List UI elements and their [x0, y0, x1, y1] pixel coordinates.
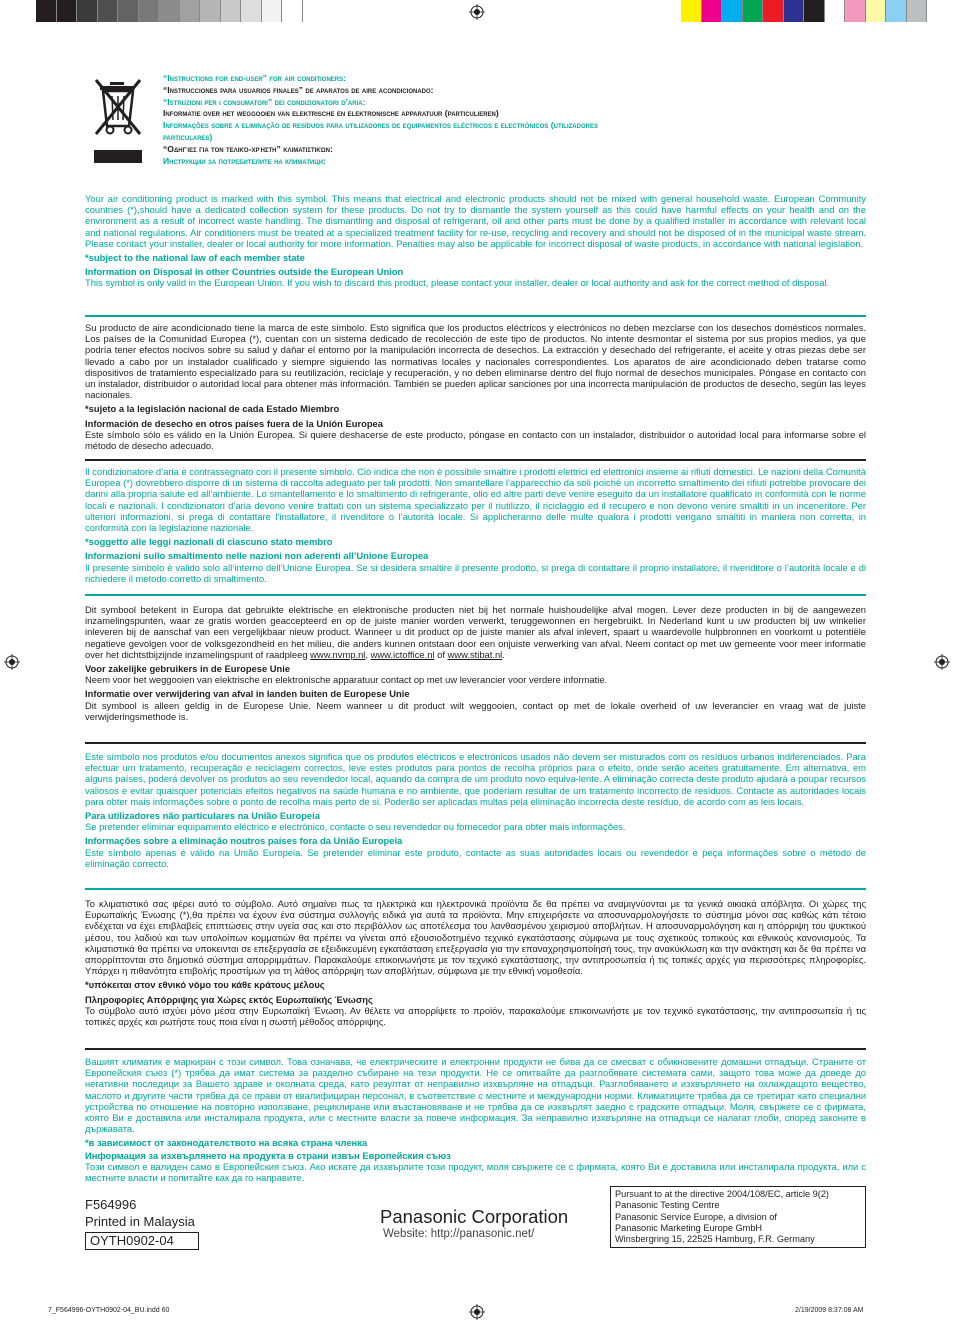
link-stibat[interactable]: www.stibat.nl — [447, 648, 503, 660]
body-text: Este símbolo nos produtos e/ou documentos anexos significa que os produtos eléctricos e electrónicos usados não devem ser misturados com os resíduos urbanos indiferenciados. Para efectuar um tratamento, recuperação e reciclagem correctos, leve estes produtos para pontos de recolha próprios para o efeito, onde serão aceites gratuitamente. Em alternativa, em alguns países, poderá devolver os produtos ao seu revendedor local, aquando da compra de um produto novo equiva-lente. A eliminação correcta deste produto ajudará a poupar recursos valiosos e evitar quaisquer potenciais efeitos negativos na saúde humana e no ambiente, que poderiam resultar de um tratamento incorrecto de resíduos. Contacte as autoridades locais para obter mais informações sobre o ponto de recolha mais perto de si. Poderão ser aplicadas multas pela eliminação incorrecta deste resíduo, de acordo com as leis locais. — [85, 751, 866, 807]
section-divider — [85, 459, 866, 461]
calibration-swatch — [118, 0, 139, 22]
directive-line: Panasonic Service Europe, a division of — [615, 1211, 777, 1222]
registration-mark-bottom-icon — [469, 1304, 485, 1320]
footnote: *sujeto a la legislación nacional de cada Estado Miembro — [85, 403, 340, 415]
registration-mark-top-icon — [469, 4, 485, 20]
calibration-swatch — [681, 0, 702, 22]
directive-line: Winsbergring 15, 22525 Hamburg, F.R. Germany — [615, 1234, 815, 1245]
section-divider — [85, 742, 866, 744]
outside-eu-text: Το σύμβολο αυτό ισχύει μόνο μέσα στην Ευρωπαϊκή Ένωση. Αν θέλετε να απορρίψετε το προϊόν, παρακαλούμε επικοινωνήστε με τον τεχνικό εγκατάστασης, την αντιπροσωπεία ή τις τοπικές αρχές και ρωτήστε τους ποια είναι η σωστή μέθοδος απόρριψης. — [85, 1004, 866, 1028]
color-calibration-bar — [681, 0, 927, 22]
header-line-en: “Instructions for end-user” for air conditioners: — [163, 73, 346, 83]
calibration-swatch — [36, 0, 57, 22]
header-line-pt: Informações sobre a eliminação de resíduos para utilizadores de equipamentos eléctricos e electrónicos (utilizadores — [163, 120, 598, 131]
calibration-swatch — [262, 0, 283, 22]
calibration-swatch — [77, 0, 98, 22]
footnote: *subject to the national law of each member state — [85, 252, 305, 264]
subheading-business: Para utilizadores não particulares na União Europeia — [85, 810, 320, 822]
subheading-business: Voor zakelijke gebruikers in de Europese Unie — [85, 663, 291, 675]
header-titles — [163, 73, 598, 167]
slug-timestamp: 2/19/2009 8:37:08 AM — [795, 1307, 864, 1314]
calibration-swatch — [804, 0, 825, 22]
section-spanish — [85, 322, 866, 451]
subheading: Information on Disposal in other Countries outside the European Union — [85, 266, 404, 278]
calibration-swatch — [241, 0, 262, 22]
footnote: *υπόκειται στον εθνικό νόμο του κάθε κράτους μέλους — [85, 979, 325, 991]
grayscale-calibration-bar — [36, 0, 303, 22]
subheading-outside-eu: Informatie over verwijdering van afval in landen buiten de Europese Unie — [85, 688, 410, 700]
calibration-swatch — [200, 0, 221, 22]
calibration-swatch — [784, 0, 805, 22]
calibration-swatch — [722, 0, 743, 22]
header-line-el: “Οδηγίες για τον τελικό-χρήστη” κλιματιστικών: — [163, 143, 333, 154]
directive-line: Panasonic Testing Centre — [615, 1200, 720, 1211]
print-info — [85, 1196, 195, 1230]
slug-filename: 7_F564996-OYTH0902-04_BU.indd 60 — [48, 1307, 170, 1314]
body-text: Il condizionatore d’aria è contrassegnato con il presente simbolo. Ciò indica che non è possibile smaltire i prodotti elettrici ed elettronici insieme ai rifiuti domestici. Le nazioni della Comunità Europea (*) dovrebbero disporre di un sistema di raccolta adeguato per tali prodotti. Non smantellare l’apparecchio da soli poiché un incorretto smaltimento dei rifiuti potrebbe provocare dei danni alla propria salute ed all’ambiente. Lo smantellamento e lo smaltimento di refrigerante, olio ed altre parti deve venire eseguito da un installatore qualificato in conformità con le norme locali e nazionali. I condizionatori d’aria devono venire trattati con un sistema specializzato per il riutilizzo, il riciclaggio ed il recupero e non devono venire smaltiti in un inceneritore. Per ulteriori informazioni, si prega di contattare l’installatore, il rivenditore o l’autorità locale. Si applicheranno delle multe qualora i prodotti vengano smaltiti in maniera non corretta, in conformità con la legislazione nazionale. — [85, 466, 866, 534]
subheading-outside-eu: Informações sobre a eliminação noutros países fora da União Europeia — [85, 835, 403, 847]
calibration-swatch — [866, 0, 887, 22]
header-line-it: “Istruzioni per i consumatori” dei condizionatori d’aria: — [163, 96, 366, 107]
body-text: Вашият климатик е маркиран с този символ. Това означава, че електрическите и електронни продукти не бива да се смесват с обикновените домашни отпадъци. Страните от Европейския съюз (*) трябва да имат система за разделно събиране на тези продукти. Не се опитвайте да разглобявате системата сами, защото това може да доведе до негативни последици за Вашето здраве и околната среда, като резултат от неправилно изхвърляне на отпадъци. Разглобяването и изхвърлянето на охлаждащото вещество, маслото и другите части трябва да се прави от квалифициран персонал, в съответствие с местните и международни норми. Климатиците трябва да се третират като специални устройства по отношение на повторно използване, рециклиране или възстановяване и не трябва да се изхвърлят заедно с градските отпадъци. Моля, свържете се с фирмата, която Ви е доставила или инсталирала продукта, или с местните власти за повече информация. За неправилно изхвърляне на отпадъци се налагат глоби, според законите в държавата. — [85, 1056, 866, 1135]
body-text: Su producto de aire acondicionado tiene la marca de este símbolo. Esto significa que los productos eléctricos y electrónicos no deben mezclarse con los desechos domésticos normales. Los países de la Comunidad Europea (*), cuentan con un sistema dedicado de recolección de este tipo de productos. No intente desmontar el sistema por sus propios medios, ya que podría tener efectos nocivos sobre su salud y daňar el entorno por la manipulación incorrecta de desechos. La extracción y desechado del refrigerante, el aceite y otras piezas debe ser llevado a cabo por un instalador cualificado y siempre siguiendo las normativas locales y nacionales correspondientes. Los aparatos de aire acondicionado deben tratarse como dispositivos de tratamiento especializado para su reutilización, reciclaje y recuperación, y no deben eliminarse dentro del flujo normal de desechos municipales. Póngase en contacto con un instalador, distribuidor o autoridad local para obtener más información. También se pueden aplicar sanciones por una incorrecta manipulación de productos de desecho, según las leyes nacionales. — [85, 322, 866, 401]
subheading: Πληροφορίες Απόρριψης για Χώρες εκτός Ευρωπαϊκής Ένωσης — [85, 993, 373, 1005]
calibration-swatch — [159, 0, 180, 22]
subheading: Informazioni sullo smaltimento nelle nazioni non aderenti all’Unione Europea — [85, 550, 429, 562]
calibration-swatch — [180, 0, 201, 22]
company-website: Website: http://panasonic.net/ — [383, 1228, 535, 1240]
directive-box — [610, 1186, 866, 1248]
section-bulgarian — [85, 1056, 866, 1183]
calibration-swatch — [702, 0, 723, 22]
calibration-swatch — [282, 0, 303, 22]
body-text: Dit symbool betekent in Europa dat gebruikte elektrische en elektronische producten niet bij het normale huishoudelijke afval mogen. Lever deze producten in bij de aangewezen inzamelingspunten, waar ze gratis worden geaccepteerd en op de juiste manier worden verwerkt, teruggewonnen en hergebruikt. In Nederland kunt u uw producten bij uw winkelier inleveren bij de aanschaf van een vergelijkbaar nieuw product. Wanneer u dit product op de juiste manier als afval inlevert, spaart u waardevolle hulpbronnen en voorkomt u potentiële negatieve gevolgen voor de volksgezondheid en het milieu, die anders kunnen ontstaan door een onjuiste verwerking van afval. Neem contact op met uw gemeente voor meer informatie over het dichtstbijzijnde inzamelingspunt of raadpleeg www.nvmp.nl, www.ictoffice.nl of www.stibat.nl. — [85, 604, 866, 660]
section-portuguese — [85, 751, 866, 869]
section-dutch — [85, 604, 866, 722]
outside-eu-text: Dit symbool is alleen geldig in de Europese Unie. Neem wanneer u dit product wilt weggooien, contact op met de lokale overheid of uw leverancier en vraag wat de juiste verwijderingsmethode is. — [85, 699, 866, 722]
calibration-swatch — [743, 0, 764, 22]
header-line-bg: Инструкции за потребителите на климатици: — [163, 155, 326, 166]
section-english — [85, 193, 866, 289]
outside-eu-text: Este símbolo apenas é válido na União Europeia. Se pretender eliminar este produto, contacte as suas autoridades locais ou revendedor e peça informações sobre o método de eliminação correcto. — [85, 846, 866, 869]
subheading: Информация за изхвърлянето на продукта в страни извън Европейския съюз — [85, 1149, 451, 1161]
section-greek — [85, 898, 866, 1027]
document-id: OYTH0902-04 — [85, 1232, 199, 1250]
product-code: F564996 — [85, 1197, 137, 1212]
footnote: *soggetto alle leggi nazionali di ciascuno stato membro — [85, 536, 333, 548]
directive-line: Panasonic Marketing Europe GmbH — [615, 1222, 763, 1233]
header-line-es: “Instrucciones para usuarios finales” de aparatos de aire acondicionado: — [163, 84, 434, 95]
calibration-swatch — [886, 0, 907, 22]
crossed-out-wheelie-bin-icon — [92, 74, 144, 164]
outside-eu-text: Il presente simbolo è valido solo all’interno dell’Unione Europea. Se si desidera smaltire il presente prodotto, si prega di contattare il proprio installatore, il rivenditore o l’autorità locale e di richiedere il metodo corretto di smaltimento. — [85, 561, 866, 584]
outside-eu-text: Este símbolo sólo es válido en la Unión Europea. Si quiere deshacerse de este producto, póngase en contacto con un instalador, distribuidor o autoridad local para informarse sobre el método de desecho adecuado. — [85, 428, 866, 452]
company-name: Panasonic Corporation — [380, 1206, 569, 1227]
registration-mark-left-icon — [4, 654, 20, 670]
calibration-swatch — [907, 0, 928, 22]
section-divider — [85, 594, 866, 596]
calibration-swatch — [825, 0, 846, 22]
calibration-swatch — [57, 0, 78, 22]
calibration-swatch — [845, 0, 866, 22]
body-text: Your air conditioning product is marked with this symbol. This means that electrical and electronic products should not be mixed with general household waste. European Community countries (*),should have a dedicated collection system for these products. Do not try to dismantle the system yourself as this could have harmful effects on your health and on the environment as a result of incorrect waste handling. The dismantling and disposal of refrigerant, oil and other parts must be done by a qualified installer in accordance with relevant local and national regulations. Air conditioners must be treated at a specialized treatment facility for re-use, recycling and recovery and should not be disposed of in the municipal waste stream. Please contact your installer, dealer or local authority for more information. Penalties may also be applicable for incorrect disposal of waste products, in accordance with national legislation. — [85, 193, 866, 249]
link-ictoffice[interactable]: www.ictoffice.nl — [370, 648, 435, 660]
section-italian — [85, 466, 866, 584]
directive-line: Pursuant to at the directive 2004/108/EC, article 9(2) — [615, 1189, 829, 1199]
header-line-nl: Informatie over het weggooien van elektrische en elektronische apparatuur (particulieren) — [163, 108, 499, 119]
header-line-pt-cont: particulares) — [163, 131, 213, 142]
calibration-swatch — [221, 0, 242, 22]
link-nvmp[interactable]: www.nvmp.nl — [310, 648, 366, 660]
section-divider — [85, 315, 866, 317]
business-text: Neem voor het weggooien van elektrische en elektronische apparatuur contact op met uw leverancier voor verdere informatie. — [85, 674, 608, 686]
calibration-swatch — [98, 0, 119, 22]
subheading: Información de desecho en otros países fuera de la Unión Europea — [85, 417, 383, 429]
section-divider — [85, 1048, 866, 1050]
footnote: *в зависимост от законодателството на всяка страна членка — [85, 1137, 368, 1149]
calibration-swatch — [763, 0, 784, 22]
section-divider — [85, 888, 866, 890]
outside-eu-text: Този символ е валиден само в Европейския съюз. Ако искате да изхвърлите този продукт, моля свържете се с фирмата, която Ви е доставила или инсталирала продукта, или с местните власти и попитайте как да го направите. — [85, 1160, 866, 1184]
business-text: Se pretender eliminar equipamento eléctrico e electrónico, contacte o seu revendedor ou fornecedor para obter mais informações. — [85, 821, 626, 833]
outside-eu-text: This symbol is only valid in the European Union. If you wish to discard this product, please contact your installer, dealer or local authority and ask for the correct method of disposal. — [85, 277, 830, 289]
registration-mark-right-icon — [934, 654, 950, 670]
calibration-swatch — [139, 0, 160, 22]
body-text: Το κλιματιστικό σας φέρει αυτό το σύμβολο. Αυτό σημαίνει πως τα ηλεκτρικά και ηλεκτρονικά προϊόντα δε θα πρέπει να αναμιγνύονται με τα γενικά οικιακά απόβλητα. Οι χώρες της Ευρωπαϊκής Ένωσης (*),θα πρέπει να έχουν ένα σύστημα συλλογής ειδικά για αυτά τα προϊόντα. Μην επιχειρήσετε να αποσυναρμολογήσετε το σύστημα μόνοι σας καθώς κάτι τέτοιο ενδέχεται να έχει επιβλαβείς επιπτώσεις στην υγεία σας και στο περιβάλλον ως αποτέλεσμα του λανθασμένου χειρισμού αποβλήτων. Η αποσυναρμολόγηση και η απόρριψη του ψυκτικού μέσου, του λαδιού και των υπολοίπων κομματιών θα πρέπει να γίνεται από εξουσιοδοτημένο τεχνικό εγκατάστασης σύμφωνα με τους σχετικούς τοπικούς και εθνικούς κανονισμούς. Τα κλιματιστικά θα πρέπει να υποκεινται σε επεξεργασία σε εξειδικευμένη εγκατάσταση επεξεργασία για την επαναχρησιμοποίησή τους, την ανακύκλωση και την ανάκτηση και δε θα πρέπει να απορρίπτονται στο δημοτικό σύστημα απορριμμάτων. Παρακαλούμε επικοινωνήστε με τον τεχνικό εγκατάστασης, την αντιπροσωπεία ή τις τοπικές αρχές για περισσότερες πληροφορίες. Υπάρχει η πιθανότητα επιβολής προστίμων για τη λάθος απόρριψη των αποβλήτων, σύμφωνα με την εθνική νομοθεσία. — [85, 898, 866, 977]
printed-in: Printed in Malaysia — [85, 1214, 195, 1229]
